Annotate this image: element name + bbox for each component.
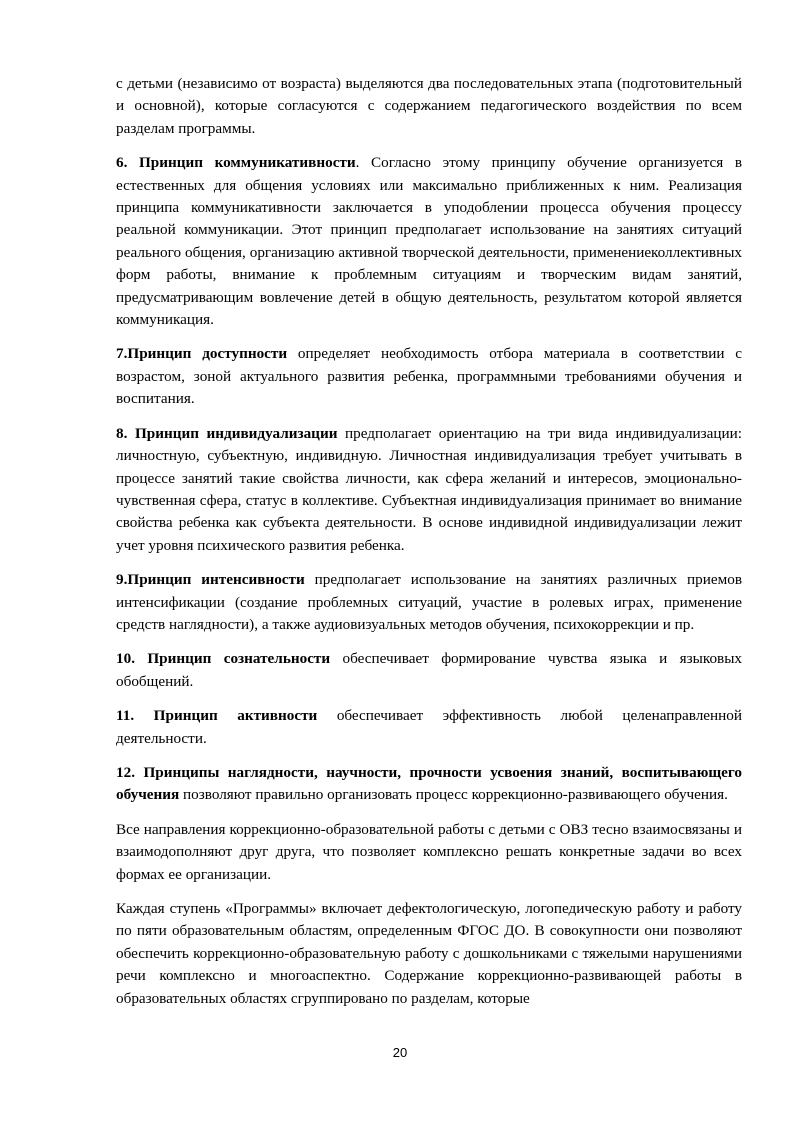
page-body: [116, 73, 742, 1022]
principle-6-heading: 6. Принцип коммуникативности: [116, 154, 356, 172]
principle-8-text: предполагает ориентацию на три вида индивидуализации: личностную, субъектную, индивидную. Личностная индивидуализация требует учитывать в процессе занятий такие свойства личности, как сфера желаний и интересов, эмоционально-чувственная сфера, статус в коллективе. Субъектная индивидуализация принимает во внимание свойства ребенка как субъекта деятельности. В основе индивидной индивидуализации лежит учет уровня психического развития ребенка.: [116, 424, 742, 554]
principle-9-heading: 9.Принцип интенсивности: [116, 571, 305, 589]
paragraph-directions: [116, 819, 742, 886]
principle-11-text: обеспечивает эффективность любой целенаправленной деятельности.: [116, 707, 742, 747]
principle-10-text: обеспечивает формирование чувства языка и языковых обобщений.: [116, 650, 743, 690]
principle-7-text: определяет необходимость отбора материала в соответствии с возрастом, зоной актуального развития ребенка, программными требованиями обучения и воспитания.: [116, 345, 743, 408]
directions-text: Все направления коррекционно-образовательной работы с детьми с ОВЗ тесно взаимосвязаны и взаимодополняют друг друга, что позволяет комплексно решать конкретные задачи во всех формах ее организации.: [116, 820, 742, 883]
principle-12-heading: 12. Принципы наглядности, научности, прочности усвоения знаний, воспитывающего обучения: [116, 763, 742, 804]
paragraph-principle-8: [116, 423, 742, 557]
paragraph-principle-6: [116, 152, 742, 331]
principle-10-heading: 10. Принцип сознательности: [116, 650, 331, 668]
principle-7-heading: 7.Принцип доступности: [116, 345, 288, 363]
paragraph-principle-7: [116, 343, 742, 410]
program-stages-text: Каждая ступень «Программы» включает дефектологическую, логопедическую работу и работу по пяти образовательным областям, определенным ФГОС ДО. В совокупности они позволяют обеспечить коррекционно-образовательную работу с дошкольниками с тяжелыми нарушениями речи комплексно и многоаспектно. Содержание коррекционно-развивающей работы в образовательных областях сгруппировано по разделам, которые: [116, 900, 742, 1007]
paragraph-program-stages: [116, 898, 742, 1010]
page-number: 20: [392, 1045, 408, 1060]
paragraph-principle-11: [116, 705, 742, 750]
paragraph-1: [116, 73, 742, 140]
principle-11-heading: 11. Принцип активности: [116, 707, 318, 725]
principle-12-text: позволяют правильно организовать процесс коррекционно-развивающего обучения.: [179, 786, 728, 804]
principle-6-text: . Согласно этому принципу обучение организуется в естественных для общения условиях или максимально приближенных к ним. Реализация принципа коммуникативности заключается в уподоблении процесса обучения процессу реальной коммуникации. Этот принцип предполагает использование на занятиях ситуаций реального общения, организацию активной творческой деятельности, применениеколлективных форм работы, внимание к проблемным ситуациям и творческим видам занятий, предусматривающим вовлечение детей в общую деятельность, результатом которой является коммуникация.: [116, 154, 742, 329]
paragraph-1-text: с детьми (независимо от возраста) выделяются два последовательных этапа (подготовительный и основной), которые согласуются с содержанием педагогического воздействия по всем разделам программы.: [116, 75, 742, 137]
paragraph-principle-10: [116, 648, 742, 693]
paragraph-principle-9: [116, 569, 742, 636]
principle-9-text: предполагает использование на занятиях различных приемов интенсификации (создание проблемных ситуаций, участие в ролевых играх, применение средств наглядности), а также аудиовизуальных методов обучения, психокоррекции и пр.: [116, 571, 743, 633]
paragraph-principle-12: [116, 762, 742, 807]
principle-8-heading: 8. Принцип индивидуализации: [116, 424, 338, 442]
